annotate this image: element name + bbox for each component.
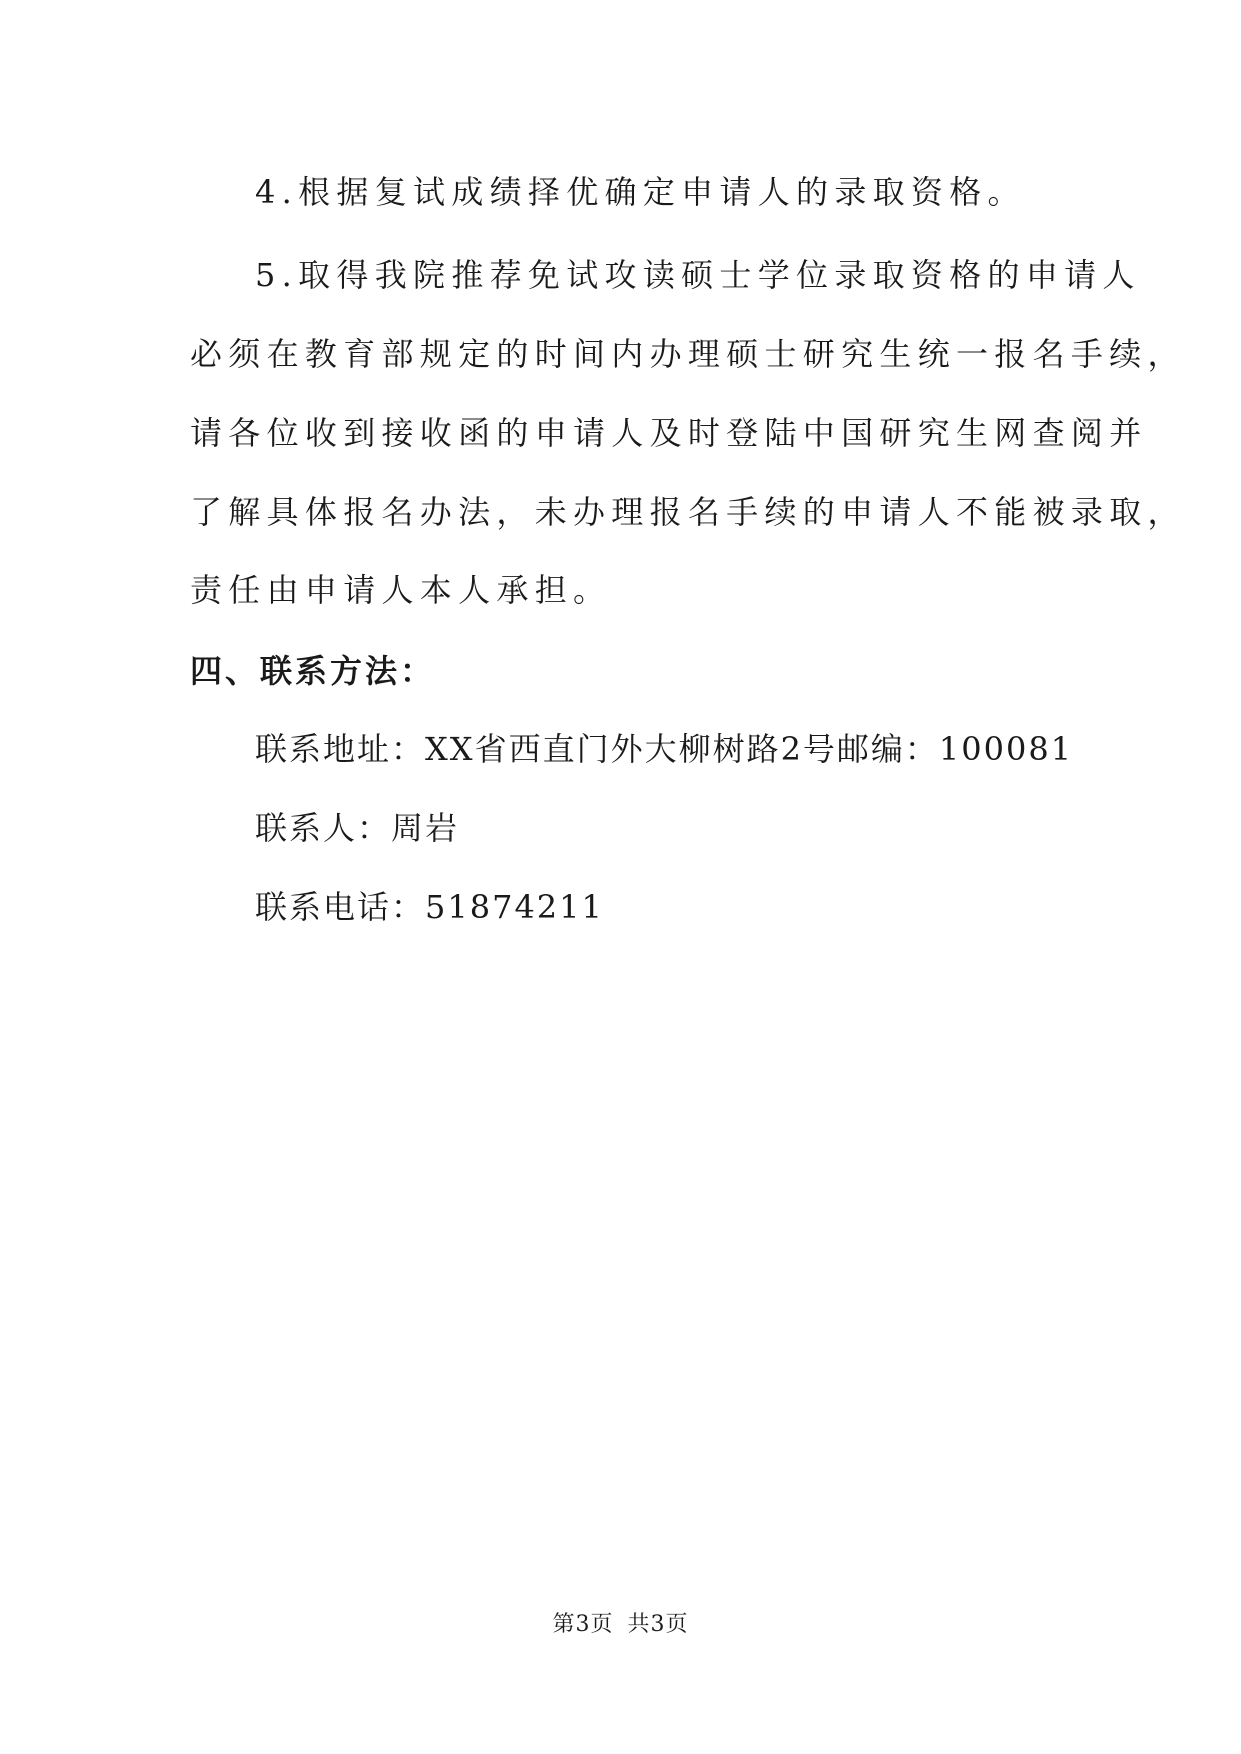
contact-person: 联系人：周岩 [255, 809, 460, 847]
paragraph-item-5-line-5: 责任由申请人本人承担。 [190, 571, 612, 609]
paragraph-item-5-line-2: 必须在教育部规定的时间内办理硕士研究生统一报名手续， [190, 335, 1186, 373]
page-footer [0, 1611, 1241, 1639]
paragraph-item-5-line-3: 请各位收到接收函的申请人及时登陆中国研究生网查阅并 [190, 414, 1148, 452]
page-number-total: 共3页 [627, 1612, 689, 1637]
contact-phone: 联系电话：51874211 [255, 888, 604, 926]
section-heading-contact: 四、联系方法： [190, 652, 436, 690]
paragraph-item-4: 4.根据复试成绩择优确定申请人的录取资格。 [255, 173, 1026, 211]
contact-address: 联系地址：XX省西直门外大柳树路2号邮编：100081 [255, 730, 1074, 768]
paragraph-item-5-line-1: 5.取得我院推荐免试攻读硕士学位录取资格的申请人 [255, 256, 1141, 294]
paragraph-item-5-line-4: 了解具体报名办法，未办理报名手续的申请人不能被录取， [190, 493, 1186, 531]
page-number-current: 第3页 [552, 1612, 614, 1637]
